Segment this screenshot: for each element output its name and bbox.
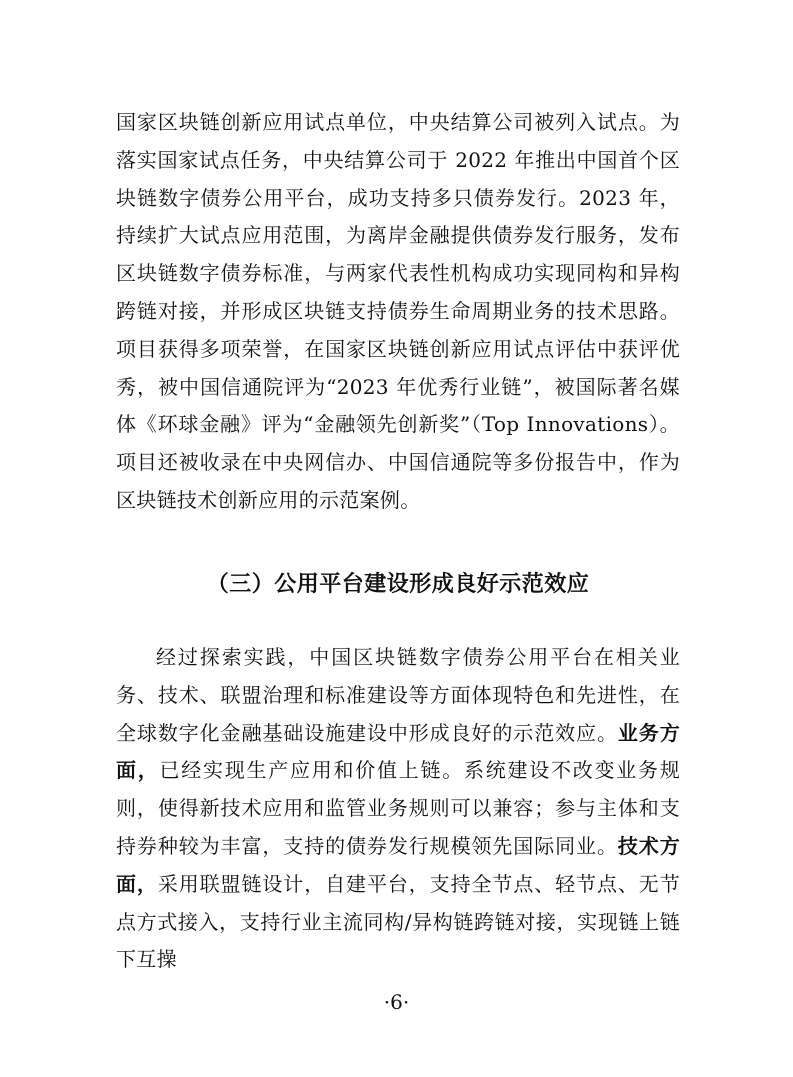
body-paragraph-demonstration-effect [116,639,680,979]
body-paragraph-pilot-project: 国家区块链创新应用试点单位，中央结算公司被列入试点。为落实国家试点任务，中央结算公司于 2022 年推出中国首个区块链数字债券公用平台，成功支持多只债券发行。2023 年，持续扩大试点应用范围，为离岸金融提供债券发行服务，发布区块链数字债券标准，与两家代表性机构成功实现同构和异构跨链对接，并形成区块链支持债券生命周期业务的技术思路。项目获得多项荣誉，在国家区块链创新应用试点评估中获评优秀，被中国信通院评为“2023 年优秀行业链”，被国际著名媒体《环球金融》评为“金融领先创新奖”（Top Innovations）。项目还被收录在中央网信办、中国信通院等多份报告中，作为区块链技术创新应用的示范案例。 [116,110,680,512]
section-heading: （三）公用平台建设形成良好示范效应 [206,572,590,597]
business-aspect-text: 已经实现生产应用和价值上链。系统建设不改变业务规则，使得新技术应用和监管业务规则可以兼容；参与主体和支持券种较为丰富，支持的债券发行规模领先国际同业。 [116,758,680,858]
technology-aspect-text: 采用联盟链设计，自建平台，支持全节点、轻节点、无节点方式接入，支持行业主流同构/异构链跨链对接，实现链上链下互操 [116,871,680,972]
paragraph-intro-text: 经过探索实践，中国区块链数字债券公用平台在相关业务、技术、联盟治理和标准建设等方面体现特色和先进性，在全球数字化金融基础设施建设中形成良好的示范效应。 [116,645,680,745]
page-number: ·6· [383,990,410,1014]
business-aspect-label: 业务方面， [116,720,680,783]
technology-aspect-label: 技术方面， [116,833,680,896]
